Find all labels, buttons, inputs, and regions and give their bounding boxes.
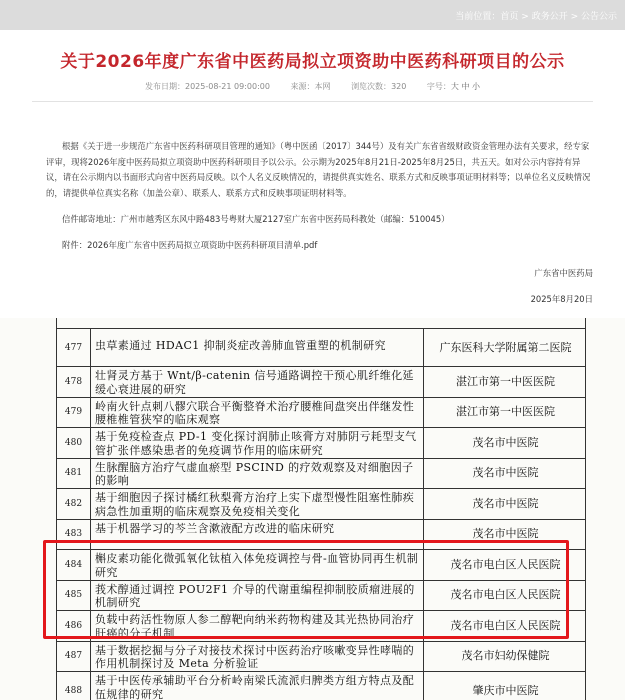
project-name: 莪术醇通过调控 POU2F1 介导的代谢重编程抑制胶质瘤进展的机制研究 — [91, 581, 424, 611]
table-row — [57, 366, 585, 397]
row-number: 480 — [57, 428, 91, 458]
row-number: 486 — [57, 611, 91, 641]
table-row — [57, 427, 585, 458]
breadcrumb — [455, 9, 617, 22]
table-row — [57, 458, 585, 489]
font-size-small-button[interactable]: 小 — [471, 82, 480, 91]
project-name: 基于细胞因子探讨橘红秋梨膏方治疗上实下虚型慢性阻塞性肺疾病急性加重期的临床观察及免疫相关变化 — [91, 489, 424, 519]
breadcrumb-bar — [0, 0, 625, 30]
organization: 茂名市电白区人民医院 — [450, 557, 561, 571]
row-number: 481 — [57, 459, 91, 489]
organization: 茂名市中医院 — [472, 435, 539, 449]
font-size-label: 字号： — [426, 82, 451, 91]
row-number: 488 — [57, 672, 91, 700]
source: 来源：本网 — [290, 82, 331, 91]
announcement-page — [0, 0, 625, 318]
project-name: 基于数据挖掘与分子对接技术探讨中医药治疗咳嗽变异性哮喘的作用机制探讨及 Meta 分析验证 — [91, 642, 424, 672]
breadcrumb-gov-link[interactable]: 政务公开 — [531, 12, 568, 22]
project-table — [56, 318, 586, 700]
breadcrumb-home-link[interactable]: 首页 — [500, 12, 519, 22]
table-row — [57, 397, 585, 428]
project-name: 基于中医传承辅助平台分析岭南梁氏流派归脾类方组方特点及配伍规律的研究 — [91, 672, 424, 700]
organization: 茂名市妇幼保健院 — [461, 649, 550, 663]
highlight-box — [43, 540, 569, 639]
organization: 广东医科大学附属第二医院 — [439, 340, 572, 354]
table-top-stub — [57, 318, 585, 328]
organization: 茂名市中医院 — [472, 527, 539, 541]
signature-org: 广东省中医药局 — [534, 268, 593, 278]
scanned-project-table — [0, 318, 625, 700]
attachment-link[interactable]: 附件：2026年度广东省中医药局拟立项资助中医药科研项目清单.pdf — [62, 240, 318, 250]
organization: 茂名市中医院 — [472, 466, 539, 480]
body-paragraph: 根据《关于进一步规范广东省中医药科研项目管理的通知》（粤中医函〔2017〕344号）及有关广东省省级财政资金管理办法有关要求，经专家评审，现将2026年度中医药局拟立项资助中医药科研项目予以公示。公示期为2025年8月21日-2025年8月25日，共五天。如对公示内容持有异议，请在公示期内以书面形式向省中医药局反映。以个人名义反映情况的，请提供真实姓名、联系方式和反映事项证明材料等；以单位名义反映情况的，请提供单位真实名称（加盖公章）、联系人、联系方式和反映事项证明材料等。 — [46, 141, 591, 198]
project-name: 槲皮素功能化微弧氧化钛植入体免疫调控与骨-血管协同再生机制研究 — [91, 550, 424, 580]
page-title: 关于2026年度广东省中医药局拟立项资助中医药科研项目的公示 — [60, 52, 565, 72]
view-count — [351, 82, 406, 91]
project-name: 基于免疫检查点 PD-1 变化探讨润肺止咳膏方对肺阴亏耗型支气管扩张伴感染患者的免疫调节作用的临床研究 — [91, 428, 424, 458]
breadcrumb-notice-link[interactable]: 公告公示 — [580, 12, 617, 22]
project-name: 负载中药活性物原人参二醇靶向纳米药物构建及其光热协同治疗肝癌的分子机制 — [91, 611, 424, 641]
font-size-controls — [427, 82, 480, 91]
breadcrumb-separator: > — [518, 12, 532, 22]
row-number: 484 — [57, 550, 91, 580]
project-name: 虫草素通过 HDAC1 抑制炎症改善肺血管重塑的机制研究 — [91, 329, 424, 366]
article-meta — [0, 81, 625, 92]
font-size-large-button[interactable]: 大 — [450, 82, 459, 91]
row-number: 482 — [57, 489, 91, 519]
organization: 茂名市中医院 — [472, 496, 539, 510]
organization: 茂名市电白区人民医院 — [450, 618, 561, 632]
breadcrumb-separator: > — [567, 12, 581, 22]
project-name: 生脉醒脑方治疗气虚血瘀型 PSCIND 的疗效观察及对细胞因子的影响 — [91, 459, 424, 489]
row-number: 478 — [57, 367, 91, 397]
view-count-value: 320 — [391, 82, 407, 91]
row-number: 485 — [57, 581, 91, 611]
font-size-medium-button[interactable]: 中 — [461, 82, 470, 91]
project-name: 基于机器学习的芩兰含漱液配方改进的临床研究 — [91, 520, 424, 550]
row-number: 477 — [57, 329, 91, 366]
organization: 茂名市电白区人民医院 — [450, 588, 561, 602]
mailing-address: 信件邮寄地址：广州市越秀区东风中路483号粤财大厦2127室广东省中医药局科教处（邮编：510045） — [62, 214, 450, 224]
row-number: 487 — [57, 642, 91, 672]
project-name: 壮肾灵方基于 Wnt/β-catenin 信号通路调控干预心肌纤维化延缓心衰进展的研究 — [91, 367, 424, 397]
organization: 湛江市第一中医医院 — [456, 405, 555, 419]
project-name: 岭南火针点刺八髎穴联合平衡整脊术治疗腰椎间盘突出伴继发性腰椎椎管狭窄的临床观察 — [91, 398, 424, 428]
table-row — [57, 671, 585, 700]
row-number: 483 — [57, 520, 91, 550]
breadcrumb-prefix: 当前位置： — [455, 12, 501, 22]
publish-date: 发布日期：2025-08-21 09:00:00 — [145, 82, 270, 91]
row-number: 479 — [57, 398, 91, 428]
table-row — [57, 641, 585, 672]
table-row — [57, 488, 585, 519]
table-row — [57, 328, 585, 366]
view-count-label: 浏览次数： — [351, 82, 392, 91]
divider — [32, 101, 593, 102]
signature-date: 2025年8月20日 — [530, 294, 593, 304]
organization: 肇庆市中医院 — [472, 683, 539, 697]
organization: 湛江市第一中医医院 — [456, 374, 555, 388]
